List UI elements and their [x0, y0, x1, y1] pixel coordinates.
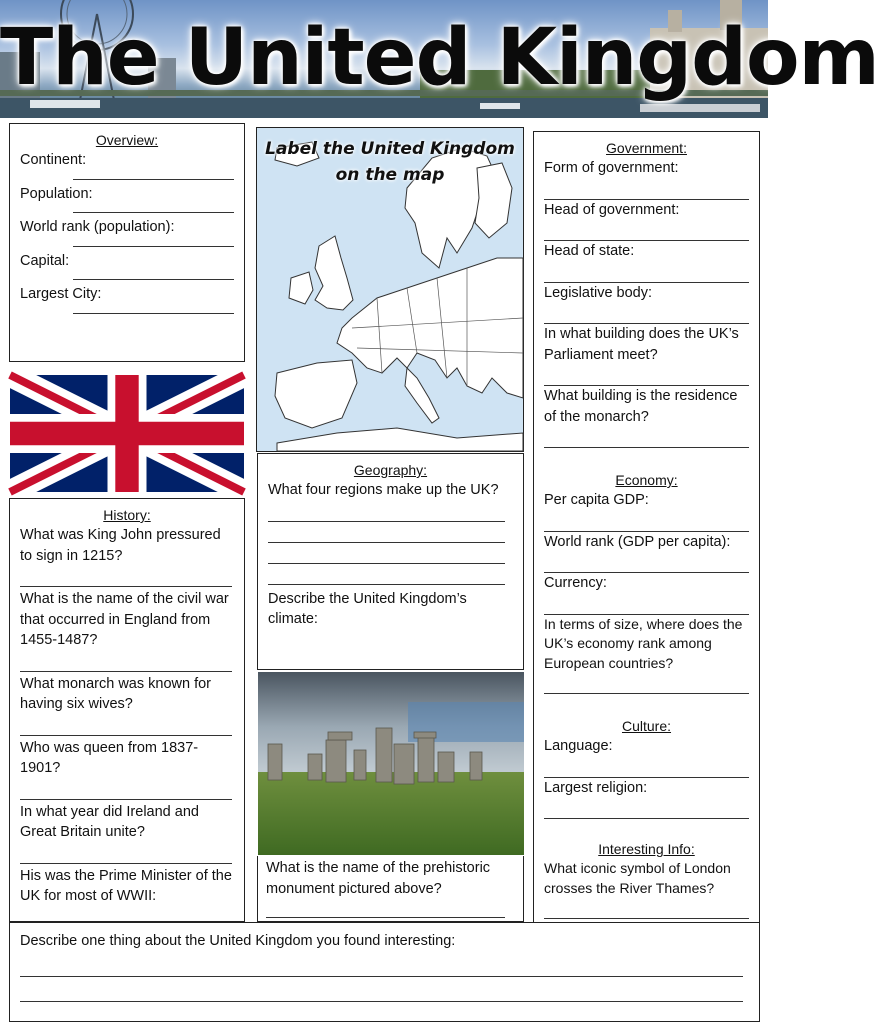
answer-line[interactable] — [544, 898, 749, 919]
answer-line[interactable] — [20, 843, 232, 864]
history-box — [9, 498, 245, 922]
answer-line[interactable] — [73, 238, 234, 247]
culture-item: Largest religion: — [544, 778, 749, 820]
answer-line[interactable] — [20, 779, 232, 800]
government-item: Legislative body: — [544, 283, 749, 325]
answer-line[interactable] — [268, 564, 505, 585]
answer-line[interactable] — [544, 220, 749, 241]
answer-line[interactable] — [544, 365, 749, 386]
overview-item: Largest City: — [20, 284, 234, 314]
answer-line[interactable] — [544, 594, 749, 615]
history-question: His was the Prime Minister of the UK for most of WWII: — [20, 866, 234, 928]
answer-line[interactable] — [544, 262, 749, 283]
government-item: Head of state: — [544, 241, 749, 283]
history-question: Who was queen from 1837-1901? — [20, 738, 234, 800]
europe-map[interactable] — [256, 127, 524, 452]
overview-box — [9, 123, 245, 362]
prehistoric-monument-question: What is the name of the prehistoric monument pictured above? — [266, 860, 491, 897]
interesting-item: What iconic symbol of London crosses the River Thames? — [544, 859, 749, 919]
answer-line[interactable] — [544, 511, 749, 532]
answer-line[interactable] — [20, 651, 232, 672]
economy-item: Per capita GDP: — [544, 490, 749, 532]
economy-item: Currency: — [544, 573, 749, 615]
overview-item: World rank (population): — [20, 217, 234, 247]
answer-line[interactable] — [73, 271, 234, 280]
answer-line[interactable] — [20, 566, 232, 587]
answer-line[interactable] — [544, 303, 749, 324]
map-label-instruction: Label the United Kingdom on the map — [265, 139, 515, 185]
answer-line[interactable] — [268, 543, 505, 564]
overview-heading: Overview: — [95, 132, 159, 148]
history-heading: History: — [103, 507, 151, 523]
stonehenge-photo — [258, 672, 524, 855]
overview-item: Capital: — [20, 251, 234, 281]
overview-item: Population: — [20, 184, 234, 214]
history-question: What is the name of the civil war that occurred in England from 1455-1487? — [20, 589, 234, 672]
answer-line[interactable] — [20, 977, 743, 1002]
geography-question-climate: Describe the United Kingdom’s climate: — [268, 590, 467, 627]
geography-question-regions: What four regions make up the UK? — [268, 482, 499, 498]
answer-line[interactable] — [544, 798, 749, 819]
government-heading: Government: — [606, 140, 687, 156]
history-question: In what year did Ireland and Great Britain unite? — [20, 802, 234, 864]
answer-line[interactable] — [73, 171, 234, 180]
answer-line[interactable] — [20, 952, 743, 977]
geography-box — [257, 453, 524, 670]
economy-item: World rank (GDP per capita): — [544, 532, 749, 574]
union-jack-flag — [10, 375, 244, 492]
government-item: Form of government: — [544, 158, 749, 200]
government-item: Head of government: — [544, 200, 749, 242]
answer-line[interactable] — [268, 522, 505, 543]
answer-line[interactable] — [544, 427, 749, 448]
economy-item: In terms of size, where does the UK’s economy rank among European countries? — [544, 615, 749, 695]
final-prompt: Describe one thing about the United Kingdom you found interesting: — [20, 933, 456, 949]
geography-heading: Geography: — [353, 462, 428, 478]
answer-line[interactable] — [544, 179, 749, 200]
photo-question-box — [257, 856, 524, 922]
title-banner — [0, 0, 879, 118]
culture-heading: Culture: — [621, 718, 672, 734]
answer-line[interactable] — [544, 552, 749, 573]
answer-line[interactable] — [544, 673, 749, 694]
page-title: The United Kingdom — [0, 13, 879, 103]
government-item: What building is the residence of the monarch? — [544, 386, 749, 448]
answer-line[interactable] — [266, 899, 505, 918]
answer-line[interactable] — [268, 501, 505, 522]
final-prompt-box — [9, 922, 760, 1022]
answer-line[interactable] — [73, 204, 234, 213]
answer-line[interactable] — [20, 715, 232, 736]
economy-heading: Economy: — [615, 472, 678, 488]
government-item: In what building does the UK’s Parliament meet? — [544, 324, 749, 386]
history-question: What was King John pressured to sign in 1215? — [20, 525, 234, 587]
answer-line[interactable] — [73, 305, 234, 314]
interesting-info-heading: Interesting Info: — [598, 841, 695, 857]
overview-item: Continent: — [20, 150, 234, 180]
right-column-box — [533, 131, 760, 923]
history-question: What monarch was known for having six wives? — [20, 674, 234, 736]
culture-item: Language: — [544, 736, 749, 778]
answer-line[interactable] — [544, 757, 749, 778]
